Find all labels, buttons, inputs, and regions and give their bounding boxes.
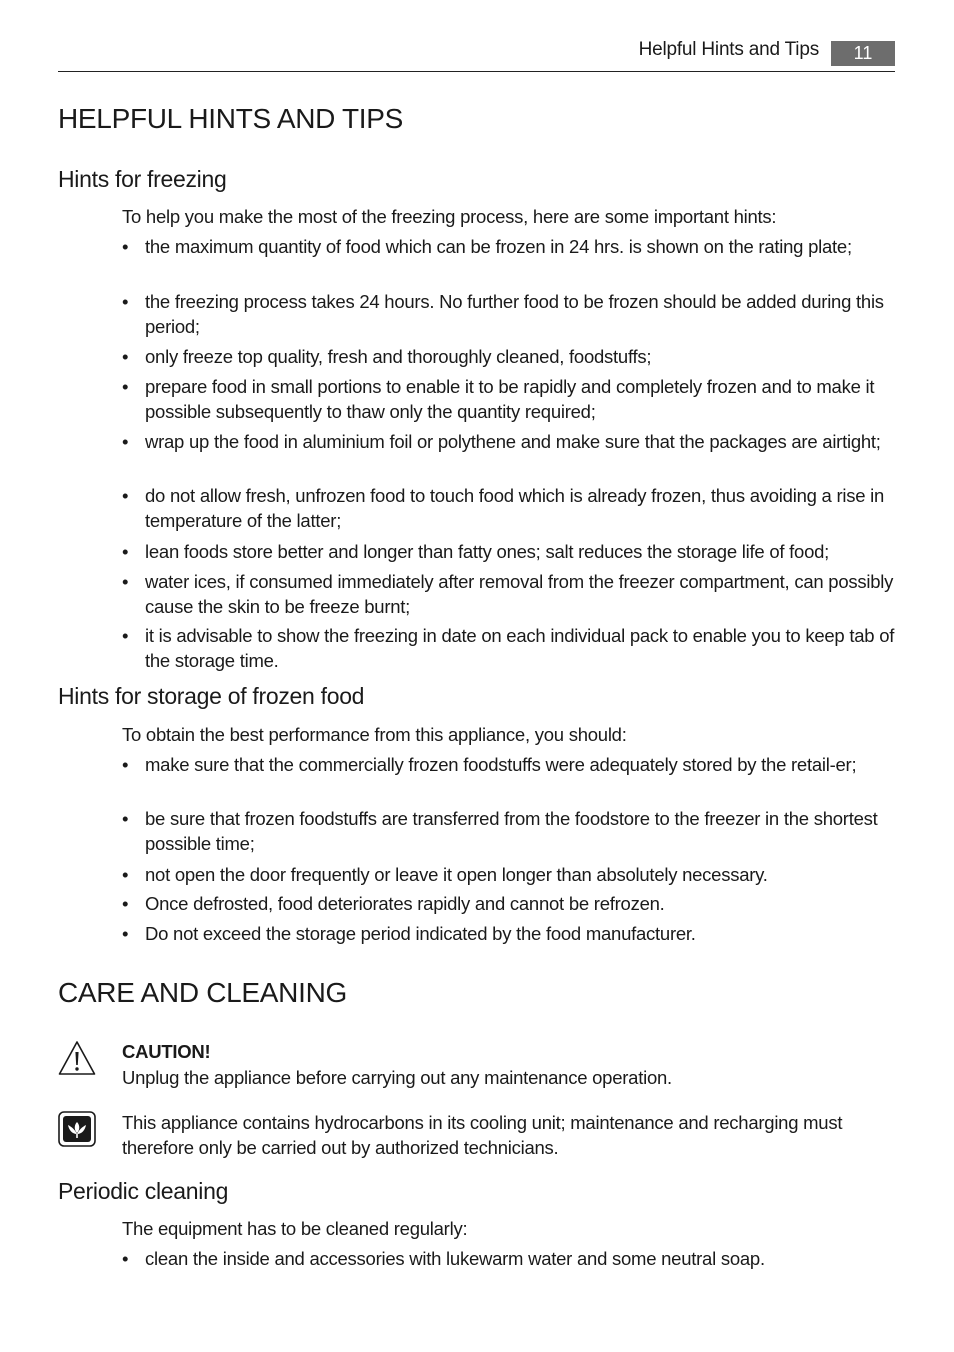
warning-triangle-icon [58, 1040, 96, 1081]
periodic-intro: The equipment has to be cleaned regularly: [122, 1218, 468, 1239]
subsection-title-periodic: Periodic cleaning [58, 1178, 229, 1204]
list-item: • the freezing process takes 24 hours. No further food to be frozen should be added during this period; [122, 291, 884, 337]
page-number: 11 [831, 41, 895, 66]
section-title-helpful-hints: HELPFUL HINTS AND TIPS [58, 103, 404, 134]
list-item: • lean foods store better and longer than fatty ones; salt reduces the storage life of food; [122, 541, 830, 562]
caution-title: CAUTION! [122, 1041, 211, 1062]
storage-intro: To obtain the best performance from this appliance, you should: [122, 724, 627, 745]
subsection-title-freezing: Hints for freezing [58, 166, 227, 192]
list-item: • clean the inside and accessories with lukewarm water and some neutral soap. [122, 1248, 765, 1269]
freezing-intro: To help you make the most of the freezing process, here are some important hints: [122, 206, 777, 227]
hydrocarbon-note: This appliance contains hydrocarbons in its cooling unit; maintenance and recharging must therefore only be carried out by authorized technicians. [122, 1112, 843, 1158]
list-item: • only freeze top quality, fresh and thoroughly cleaned, foodstuffs; [122, 346, 652, 367]
list-item: • be sure that frozen foodstuffs are transferred from the foodstore to the freezer in the shortest possible time; [122, 808, 878, 854]
header-section-title: Helpful Hints and Tips [638, 39, 819, 60]
subsection-title-storage: Hints for storage of frozen food [58, 683, 365, 709]
list-item: • the maximum quantity of food which can be frozen in 24 hrs. is shown on the rating plate; [122, 236, 852, 257]
environment-symbol-icon [58, 1111, 96, 1152]
list-item: • wrap up the food in aluminium foil or polythene and make sure that the packages are airtight; [122, 431, 881, 452]
list-item: • it is advisable to show the freezing in date on each individual pack to enable you to keep tab of the storage time. [122, 625, 895, 671]
page-header [58, 38, 895, 72]
list-item: • make sure that the commercially frozen foodstuffs were adequately stored by the retail-er; [122, 754, 857, 775]
list-item: • do not allow fresh, unfrozen food to touch food which is already frozen, thus avoiding a rise in temperature of the latter; [122, 485, 885, 531]
list-item: • Do not exceed the storage period indicated by the food manufacturer. [122, 923, 696, 944]
section-title-care-cleaning: CARE AND CLEANING [58, 977, 347, 1008]
list-item: • not open the door frequently or leave it open longer than absolutely necessary. [122, 864, 768, 885]
list-item: • water ices, if consumed immediately after removal from the freezer compartment, can possibly cause the skin to be freeze burnt; [122, 571, 894, 617]
caution-text: Unplug the appliance before carrying out any maintenance operation. [122, 1067, 672, 1088]
list-item: • prepare food in small portions to enable it to be rapidly and completely frozen and to make it possible subsequently to thaw only the quantity required; [122, 376, 875, 422]
list-item: • Once defrosted, food deteriorates rapidly and cannot be refrozen. [122, 893, 665, 914]
